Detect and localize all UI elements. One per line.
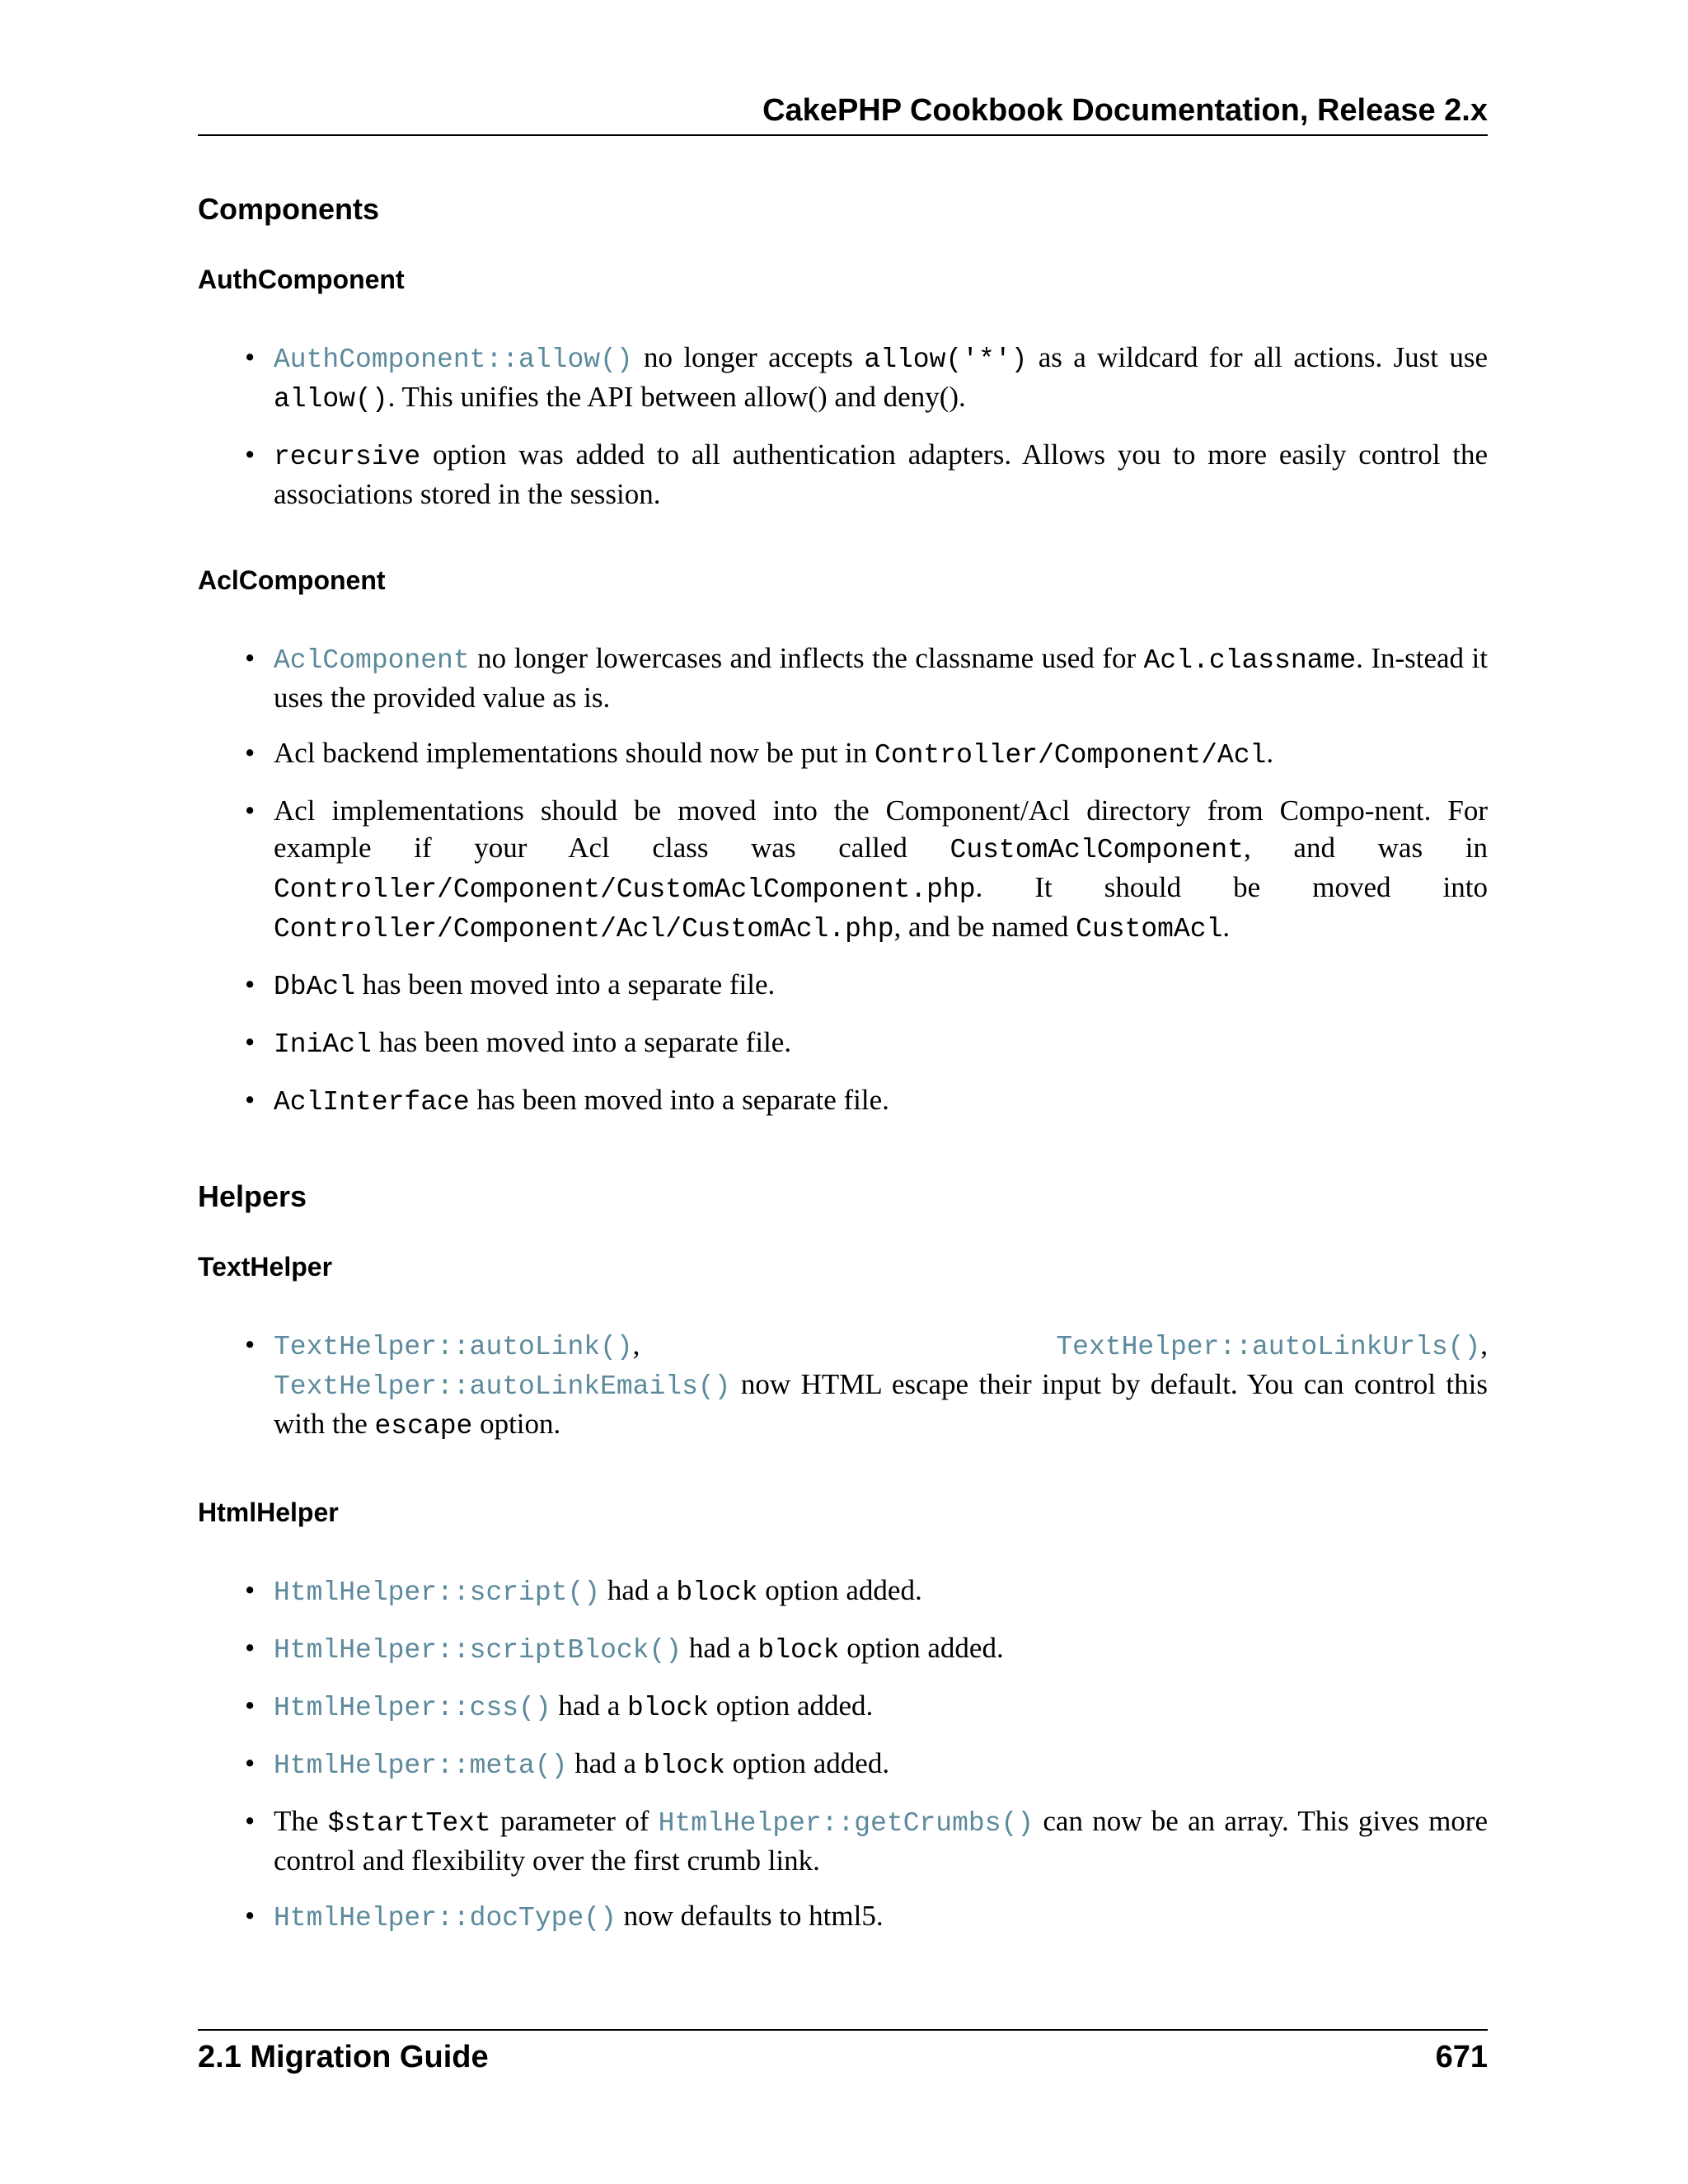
inline-code: $startText: [327, 1808, 491, 1839]
inline-code: allow('*'): [864, 344, 1028, 375]
list-item: [198, 966, 1488, 1005]
list-item: [198, 1897, 1488, 1937]
list-item: [198, 1745, 1488, 1784]
inline-code: recursive: [274, 442, 421, 472]
api-link[interactable]: HtmlHelper::getCrumbs(): [658, 1808, 1034, 1839]
api-link[interactable]: HtmlHelper::script(): [274, 1577, 601, 1608]
text-run: had a: [682, 1632, 758, 1664]
texthelper-list: [198, 1326, 1488, 1445]
api-link[interactable]: TextHelper::autoLinkEmails(): [274, 1371, 731, 1402]
inline-code: CustomAclComponent: [950, 835, 1244, 865]
api-link[interactable]: HtmlHelper::scriptBlock(): [274, 1635, 682, 1666]
subsection-heading-texthelper: TextHelper: [198, 1252, 333, 1282]
text-run: .: [1222, 911, 1231, 943]
text-run: option added.: [839, 1632, 1004, 1664]
text-run: option added.: [757, 1574, 922, 1606]
text-run: had a: [600, 1574, 677, 1606]
list-item: [198, 1572, 1488, 1611]
subsection-heading-aclcomponent: AclComponent: [198, 565, 386, 595]
text-run: Acl backend implementations should now be put in: [274, 737, 875, 769]
list-item: [198, 734, 1488, 774]
list-item: [198, 640, 1488, 716]
section-heading-helpers: Helpers: [198, 1179, 307, 1213]
inline-code: Controller/Component/Acl/CustomAcl.php: [274, 914, 894, 944]
aclcomponent-list: [198, 640, 1488, 1121]
inline-code: CustomAcl: [1076, 914, 1223, 944]
inline-code: Acl.classname: [1143, 645, 1357, 676]
text-run: now defaults to html5.: [616, 1900, 884, 1932]
text-run: . It should be moved into: [975, 871, 1488, 903]
api-link[interactable]: HtmlHelper::css(): [274, 1693, 551, 1723]
text-run: .: [1266, 737, 1274, 769]
text-run: has been moved into a separate file.: [355, 968, 776, 1001]
text-run: now HTML escape their input by default. You can control this with the: [274, 1368, 1488, 1440]
text-run: . In-stead it uses the provided value as is.: [274, 642, 1488, 714]
footer-section-title: 2.1 Migration Guide: [198, 2040, 489, 2074]
text-run: ,: [632, 1329, 1057, 1361]
text-run: Acl implementations should be moved into the Component/Acl directory from Compo-nent. For example if your Acl class was called: [274, 794, 1488, 864]
inline-code: Controller/Component/Acl: [874, 740, 1267, 771]
inline-code: DbAcl: [274, 972, 356, 1002]
text-run: had a: [551, 1690, 627, 1722]
document-page: [198, 0, 1488, 2184]
list-item: [198, 1081, 1488, 1121]
text-run: parameter of: [490, 1805, 659, 1837]
inline-code: AclInterface: [274, 1087, 470, 1118]
text-run: . This unifies the API between allow() and deny().: [387, 381, 966, 413]
text-run: , and be named: [893, 911, 1076, 943]
api-link[interactable]: TextHelper::autoLinkUrls(): [1056, 1332, 1481, 1362]
text-run: option was added to all authentication adapters. Allows you to more easily control the associations stored in the session.: [274, 438, 1488, 510]
api-link[interactable]: HtmlHelper::docType(): [274, 1903, 617, 1933]
text-run: option added.: [709, 1690, 874, 1722]
text-run: has been moved into a separate file.: [371, 1026, 792, 1058]
list-item: [198, 339, 1488, 418]
page-footer: [198, 2029, 1488, 2080]
text-run: no longer accepts: [632, 341, 865, 373]
page-header: [198, 89, 1488, 136]
subsection-heading-htmlhelper: HtmlHelper: [198, 1497, 339, 1527]
api-link[interactable]: TextHelper::autoLink(): [274, 1332, 633, 1362]
inline-code: Controller/Component/CustomAclComponent.php: [274, 874, 976, 905]
subsection-heading-authcomponent: AuthComponent: [198, 265, 405, 294]
inline-code: IniAcl: [274, 1029, 372, 1060]
list-item: [198, 1024, 1488, 1063]
header-title: CakePHP Cookbook Documentation, Release 2.x: [762, 93, 1488, 128]
inline-code: block: [626, 1693, 710, 1723]
list-item: [198, 792, 1488, 948]
list-item: [198, 1629, 1488, 1669]
inline-code: block: [676, 1577, 758, 1608]
inline-code: block: [643, 1750, 725, 1781]
list-item: [198, 1687, 1488, 1727]
text-run: can now be an array. This gives more control and flexibility over the first crumb link.: [274, 1805, 1488, 1877]
api-link[interactable]: AclComponent: [274, 645, 470, 676]
list-item: [198, 436, 1488, 513]
text-run: has been moved into a separate file.: [469, 1084, 889, 1116]
htmlhelper-list: [198, 1572, 1488, 1937]
text-run: ,: [1480, 1329, 1488, 1361]
text-run: option added.: [724, 1747, 890, 1779]
text-run: The: [274, 1805, 328, 1837]
text-run: , and was in: [1243, 832, 1488, 864]
text-run: as a wildcard for all actions. Just use: [1027, 341, 1488, 373]
inline-code: escape: [374, 1411, 473, 1441]
api-link[interactable]: AuthComponent::allow(): [274, 344, 633, 375]
inline-code: allow(): [274, 384, 388, 415]
list-item: [198, 1326, 1488, 1445]
inline-code: block: [757, 1635, 840, 1666]
text-run: no longer lowercases and inflects the classname used for: [469, 642, 1144, 674]
section-heading-components: Components: [198, 192, 379, 226]
text-run: option.: [472, 1408, 561, 1440]
authcomponent-list: [198, 339, 1488, 513]
footer-page-number: 671: [1435, 2040, 1488, 2074]
text-run: had a: [567, 1747, 644, 1779]
api-link[interactable]: HtmlHelper::meta(): [274, 1750, 568, 1781]
page-content: [198, 191, 1488, 1955]
list-item: [198, 1802, 1488, 1879]
